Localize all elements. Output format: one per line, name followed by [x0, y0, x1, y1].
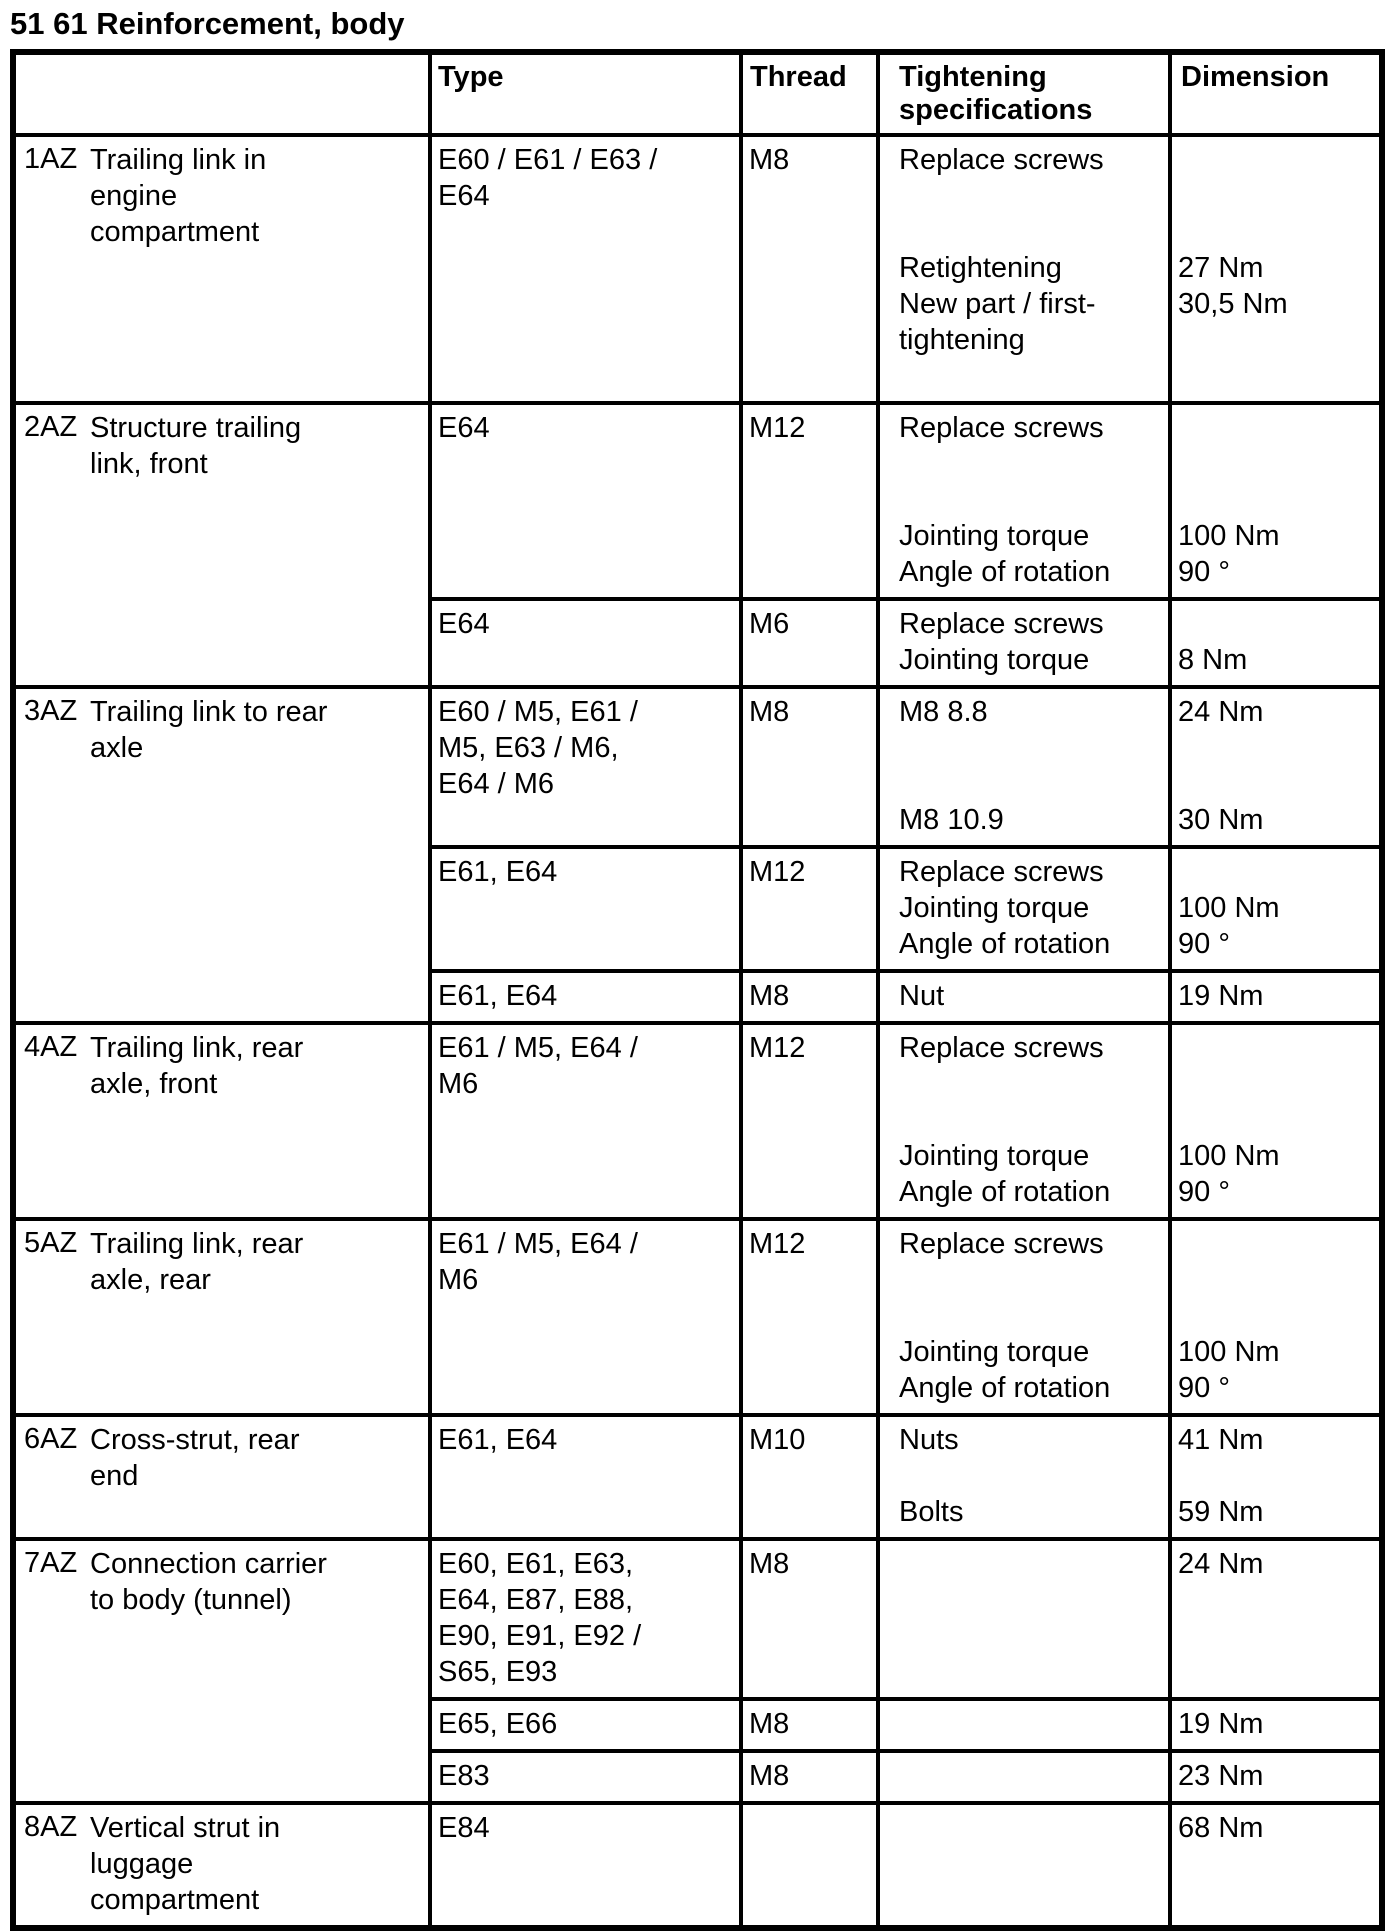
group-row — [16, 401, 1379, 685]
dimension-line — [1178, 1263, 1375, 1299]
column-header-tightening-specifications: Tightening specifications — [880, 55, 1172, 133]
description-line: link, front — [90, 448, 208, 480]
group-row — [16, 685, 1379, 1021]
type-line: E64 — [438, 412, 490, 444]
dimension-line: 24 Nm — [1178, 696, 1264, 728]
spec-line — [899, 1547, 1164, 1583]
description-line: axle, front — [90, 1068, 218, 1100]
thread-value: M10 — [749, 1424, 806, 1456]
row-id-label: 1AZ — [24, 143, 78, 175]
spec-line — [899, 1707, 1164, 1743]
page-title: 51 61 Reinforcement, body — [10, 6, 405, 41]
spec-line: Replace screws — [899, 144, 1104, 176]
spec-line — [899, 179, 1164, 215]
dimension-cell — [1172, 1221, 1379, 1413]
type-cell — [432, 1701, 743, 1749]
dimension-line: 19 Nm — [1178, 980, 1264, 1012]
row-header-cell — [16, 1221, 432, 1413]
dimension-line — [1178, 1299, 1375, 1335]
thread-value: M12 — [749, 1228, 806, 1260]
type-cell — [432, 1221, 743, 1413]
spec-line — [899, 1263, 1164, 1299]
table-header-row — [16, 55, 1379, 137]
row-description — [90, 1811, 424, 1919]
spec-line — [899, 359, 1164, 395]
spec-line — [899, 1103, 1164, 1139]
dimension-line — [1178, 767, 1375, 803]
type-line: E61 / M5, E64 / — [438, 1228, 638, 1260]
spec-line — [899, 767, 1164, 803]
spec-line: Bolts — [899, 1496, 964, 1528]
dimension-line — [1178, 1883, 1375, 1919]
thread-cell — [743, 1753, 880, 1801]
spec-line — [899, 215, 1164, 251]
group-row — [16, 1021, 1379, 1217]
spec-subrow — [432, 969, 1379, 1021]
dimension-cell — [1172, 601, 1379, 685]
tightening-spec-cell — [880, 849, 1172, 969]
subrow-container — [432, 1541, 1379, 1801]
tightening-spec-cell — [880, 973, 1172, 1021]
column-header-dimension: Dimension — [1181, 61, 1330, 93]
tightening-spec-cell — [880, 1025, 1172, 1217]
thread-value: M8 — [749, 1708, 790, 1740]
spec-subrow — [432, 1417, 1379, 1537]
tightening-spec-cell — [880, 405, 1172, 597]
description-line: engine — [90, 180, 178, 212]
type-cell — [432, 973, 743, 1021]
subrow-container — [432, 1025, 1379, 1217]
description-line: compartment — [90, 1884, 260, 1916]
subrow-container — [432, 405, 1379, 685]
dimension-line — [1178, 731, 1375, 767]
type-line: S65, E93 — [438, 1656, 558, 1688]
tightening-spec-cell — [880, 1753, 1172, 1801]
dimension-line — [1178, 855, 1375, 891]
row-header-cell — [16, 689, 432, 1021]
type-line: E60 / E61 / E63 / — [438, 144, 658, 176]
row-id-label: 3AZ — [24, 695, 78, 727]
spec-subrow — [432, 689, 1379, 845]
description-line: axle — [90, 732, 144, 764]
dimension-line — [1178, 1103, 1375, 1139]
tightening-spec-cell — [880, 1805, 1172, 1925]
spec-subrow — [432, 597, 1379, 685]
thread-cell — [743, 1805, 880, 1925]
dimension-line — [1178, 447, 1375, 483]
thread-value: M6 — [749, 608, 790, 640]
thread-value: M8 — [749, 1548, 790, 1580]
dimension-cell — [1172, 1541, 1379, 1697]
thread-cell — [743, 1221, 880, 1413]
spec-subrow — [432, 1025, 1379, 1217]
row-description — [90, 143, 424, 251]
row-description — [90, 1423, 424, 1495]
dimension-line: 19 Nm — [1178, 1708, 1264, 1740]
description-line: Cross-strut, rear — [90, 1424, 300, 1456]
dimension-line: 27 Nm — [1178, 252, 1264, 284]
row-header-cell — [16, 1541, 432, 1801]
thread-cell — [743, 1541, 880, 1697]
row-description — [90, 1547, 424, 1619]
dimension-line — [1178, 1031, 1375, 1067]
dimension-line — [1178, 1227, 1375, 1263]
description-line: Trailing link, rear — [90, 1032, 304, 1064]
type-line: E61, E64 — [438, 1424, 558, 1456]
spec-line — [899, 731, 1164, 767]
thread-value: M8 — [749, 696, 790, 728]
tightening-spec-cell — [880, 1417, 1172, 1537]
spec-line: Nut — [899, 980, 945, 1012]
dimension-cell — [1172, 137, 1379, 401]
dimension-cell — [1172, 1753, 1379, 1801]
thread-value — [749, 1811, 872, 1847]
column-header-thread: Thread — [743, 55, 880, 133]
dimension-line — [1178, 215, 1375, 251]
type-cell — [432, 1025, 743, 1217]
tightening-spec-cell — [880, 1221, 1172, 1413]
dimension-line: 23 Nm — [1178, 1760, 1264, 1792]
type-line: M6 — [438, 1264, 479, 1296]
description-line: Vertical strut in — [90, 1812, 281, 1844]
type-cell — [432, 849, 743, 969]
description-line: Trailing link in — [90, 144, 267, 176]
type-line: E60, E61, E63, — [438, 1548, 634, 1580]
spec-line — [899, 1883, 1164, 1919]
group-row — [16, 1801, 1379, 1925]
type-line: M6 — [438, 1068, 479, 1100]
spec-line — [899, 1067, 1164, 1103]
description-line: to body (tunnel) — [90, 1584, 292, 1616]
row-header-cell — [16, 137, 432, 401]
spec-subrow — [432, 137, 1379, 401]
dimension-cell — [1172, 1417, 1379, 1537]
type-cell — [432, 1417, 743, 1537]
spec-line: tightening — [899, 324, 1025, 356]
dimension-cell — [1172, 973, 1379, 1021]
description-line: axle, rear — [90, 1264, 211, 1296]
thread-value: M8 — [749, 144, 790, 176]
spec-subrow — [432, 405, 1379, 597]
row-header-cell — [16, 1805, 432, 1925]
spec-line: Retightening — [899, 252, 1062, 284]
description-line: end — [90, 1460, 139, 1492]
torque-spec-table — [10, 49, 1385, 1931]
row-header-cell — [16, 1417, 432, 1537]
thread-cell — [743, 1417, 880, 1537]
row-description — [90, 695, 424, 767]
table-body — [16, 137, 1379, 1925]
dimension-line — [1178, 411, 1375, 447]
group-row — [16, 1537, 1379, 1801]
thread-value: M8 — [749, 1760, 790, 1792]
type-cell — [432, 1541, 743, 1697]
description-line: Structure trailing — [90, 412, 302, 444]
spec-line — [899, 447, 1164, 483]
row-id-label: 2AZ — [24, 411, 78, 443]
type-line: E61, E64 — [438, 980, 558, 1012]
spec-line: Replace screws — [899, 856, 1104, 888]
thread-cell — [743, 137, 880, 401]
description-line: Trailing link to rear — [90, 696, 328, 728]
row-id-label: 8AZ — [24, 1811, 78, 1843]
dimension-line: 90 ° — [1178, 1372, 1230, 1404]
dimension-line: 30,5 Nm — [1178, 288, 1288, 320]
dimension-cell — [1172, 849, 1379, 969]
subrow-container — [432, 1805, 1379, 1925]
spec-subrow — [432, 1541, 1379, 1697]
spec-line: Angle of rotation — [899, 928, 1111, 960]
spec-line: Replace screws — [899, 1032, 1104, 1064]
spec-line: Jointing torque — [899, 1336, 1090, 1368]
subrow-container — [432, 1221, 1379, 1413]
tightening-spec-cell — [880, 1541, 1172, 1697]
dimension-line: 90 ° — [1178, 1176, 1230, 1208]
dimension-line: 59 Nm — [1178, 1496, 1264, 1528]
thread-cell — [743, 973, 880, 1021]
group-row — [16, 137, 1379, 401]
dimension-line — [1178, 179, 1375, 215]
row-header-cell — [16, 405, 432, 685]
dimension-line — [1178, 1459, 1375, 1495]
spec-subrow — [432, 1697, 1379, 1749]
spec-line: Angle of rotation — [899, 1176, 1111, 1208]
spec-line: New part / first- — [899, 288, 1096, 320]
type-line: E60 / M5, E61 / — [438, 696, 638, 728]
description-line: Trailing link, rear — [90, 1228, 304, 1260]
tightening-spec-cell — [880, 1701, 1172, 1749]
spec-line: Jointing torque — [899, 520, 1090, 552]
thread-cell — [743, 601, 880, 685]
dimension-line — [1178, 1067, 1375, 1103]
spec-line: M8 10.9 — [899, 804, 1004, 836]
thread-cell — [743, 689, 880, 845]
row-description — [90, 411, 424, 483]
description-line: luggage — [90, 1848, 194, 1880]
dimension-line — [1178, 607, 1375, 643]
group-row — [16, 1217, 1379, 1413]
thread-value: M12 — [749, 1032, 806, 1064]
spec-line: Jointing torque — [899, 644, 1090, 676]
spec-line — [899, 1299, 1164, 1335]
dimension-line: 24 Nm — [1178, 1548, 1264, 1580]
dimension-line — [1178, 483, 1375, 519]
spec-line — [899, 1847, 1164, 1883]
dimension-line: 68 Nm — [1178, 1812, 1264, 1844]
dimension-cell — [1172, 689, 1379, 845]
dimension-line — [1178, 323, 1375, 359]
dimension-line — [1178, 359, 1375, 395]
dimension-cell — [1172, 1025, 1379, 1217]
spec-subrow — [432, 845, 1379, 969]
dimension-line: 90 ° — [1178, 556, 1230, 588]
description-line: compartment — [90, 216, 260, 248]
dimension-line: 100 Nm — [1178, 1336, 1280, 1368]
tightening-spec-cell — [880, 137, 1172, 401]
thread-value: M12 — [749, 856, 806, 888]
type-line: M5, E63 / M6, — [438, 732, 619, 764]
type-cell — [432, 405, 743, 597]
dimension-line: 90 ° — [1178, 928, 1230, 960]
dimension-line: 30 Nm — [1178, 804, 1264, 836]
thread-cell — [743, 405, 880, 597]
spec-line: Replace screws — [899, 608, 1104, 640]
type-cell — [432, 137, 743, 401]
spec-line: Jointing torque — [899, 1140, 1090, 1172]
dimension-line: 8 Nm — [1178, 644, 1248, 676]
row-header-cell — [16, 1025, 432, 1217]
type-line: E84 — [438, 1812, 490, 1844]
type-line: E64, E87, E88, — [438, 1584, 634, 1616]
header-empty-cell — [16, 55, 432, 133]
description-line: Connection carrier — [90, 1548, 327, 1580]
row-id-label: 4AZ — [24, 1031, 78, 1063]
row-id-label: 6AZ — [24, 1423, 78, 1455]
spec-line: Angle of rotation — [899, 1372, 1111, 1404]
spec-line — [899, 1459, 1164, 1495]
spec-line — [899, 1811, 1164, 1847]
thread-cell — [743, 849, 880, 969]
group-row — [16, 1413, 1379, 1537]
thread-value: M12 — [749, 412, 806, 444]
spec-line — [899, 483, 1164, 519]
type-cell — [432, 1805, 743, 1925]
spec-line: Replace screws — [899, 412, 1104, 444]
dimension-line: 100 Nm — [1178, 520, 1280, 552]
row-id-label: 7AZ — [24, 1547, 78, 1579]
dimension-cell — [1172, 1701, 1379, 1749]
type-line: E64 / M6 — [438, 768, 555, 800]
type-line: E61, E64 — [438, 856, 558, 888]
spec-line: M8 8.8 — [899, 696, 988, 728]
spec-line: Angle of rotation — [899, 556, 1111, 588]
dimension-cell — [1172, 1805, 1379, 1925]
spec-subrow — [432, 1805, 1379, 1925]
subrow-container — [432, 689, 1379, 1021]
dimension-cell — [1172, 405, 1379, 597]
spec-subrow — [432, 1749, 1379, 1801]
type-line: E64 — [438, 180, 490, 212]
tightening-spec-cell — [880, 601, 1172, 685]
dimension-line — [1178, 1847, 1375, 1883]
type-line: E64 — [438, 608, 490, 640]
spec-line: Replace screws — [899, 1228, 1104, 1260]
dimension-line: 100 Nm — [1178, 892, 1280, 924]
dimension-line: 41 Nm — [1178, 1424, 1264, 1456]
thread-value: M8 — [749, 980, 790, 1012]
spec-line: Nuts — [899, 1424, 959, 1456]
row-description — [90, 1227, 424, 1299]
tightening-spec-cell — [880, 689, 1172, 845]
thread-cell — [743, 1701, 880, 1749]
dimension-line — [1178, 143, 1375, 179]
type-line: E65, E66 — [438, 1708, 558, 1740]
row-description — [90, 1031, 424, 1103]
type-line: E83 — [438, 1760, 490, 1792]
type-line: E61 / M5, E64 / — [438, 1032, 638, 1064]
type-cell — [432, 689, 743, 845]
spec-line — [899, 1759, 1164, 1795]
type-cell — [432, 1753, 743, 1801]
subrow-container — [432, 1417, 1379, 1537]
type-cell — [432, 601, 743, 685]
row-id-label: 5AZ — [24, 1227, 78, 1259]
spec-line: Jointing torque — [899, 892, 1090, 924]
thread-cell — [743, 1025, 880, 1217]
subrow-container — [432, 137, 1379, 401]
dimension-line: 100 Nm — [1178, 1140, 1280, 1172]
column-header-type: Type — [432, 55, 743, 133]
spec-subrow — [432, 1221, 1379, 1413]
type-line: E90, E91, E92 / — [438, 1620, 642, 1652]
